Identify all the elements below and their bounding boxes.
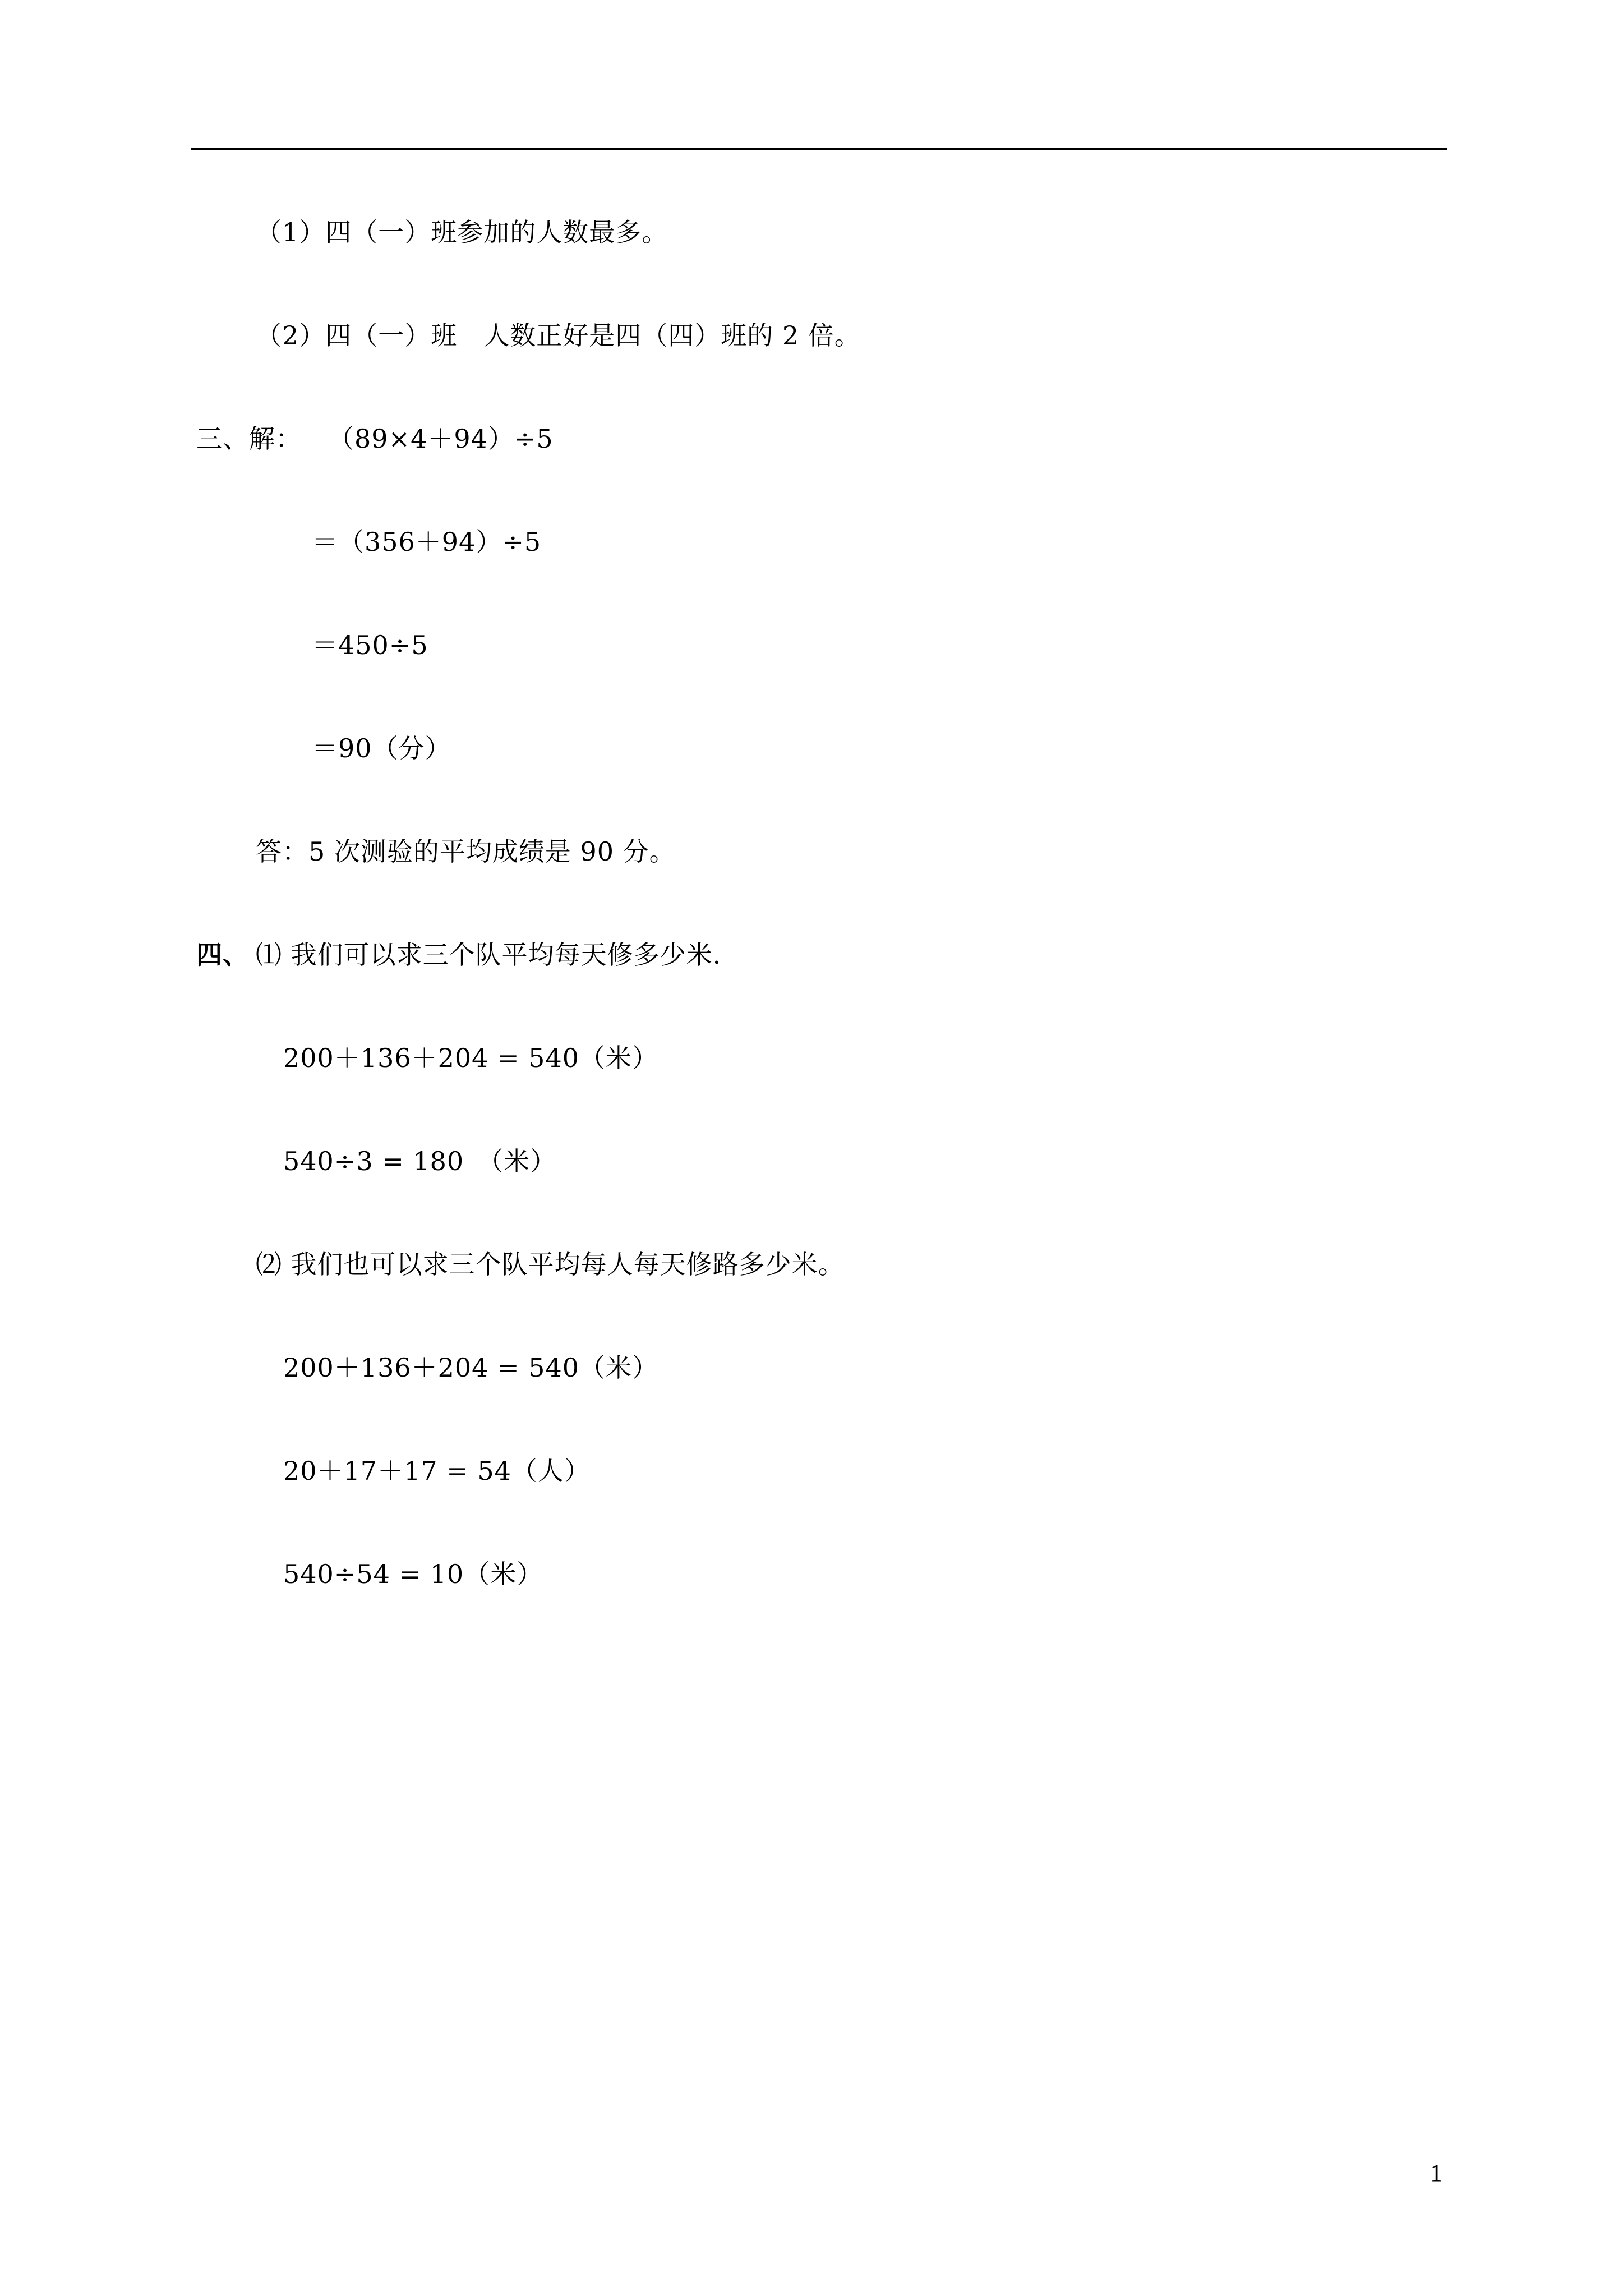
section-4-part-2-calc-2: 20＋17＋17 = 54（人） — [283, 1456, 591, 1486]
section-3-answer: 答：5 次测验的平均成绩是 90 分。 — [256, 836, 676, 867]
section-3-label: 三、解： — [196, 424, 302, 454]
answer-2-item-1: （1）四（一）班参加的人数最多。 — [256, 217, 668, 247]
section-3-step-3: ＝90（分） — [312, 733, 451, 763]
section-4-part-1-title: ⑴ 我们可以求三个队平均每天修多少米. — [256, 940, 722, 970]
header-rule — [191, 148, 1447, 150]
section-4-part-1-calc-2: 540÷3 = 180 （米） — [283, 1146, 557, 1176]
section-3-expression: （89×4＋94）÷5 — [328, 424, 554, 454]
section-3-step-2: ＝450÷5 — [312, 630, 428, 660]
section-4-label: 四、 — [196, 940, 249, 970]
section-4-part-2-calc-1: 200＋136＋204 = 540（米） — [283, 1352, 658, 1383]
section-4-part-1-calc-1: 200＋136＋204 = 540（米） — [283, 1043, 658, 1073]
section-4-part-2-title: ⑵ 我们也可以求三个队平均每人每天修路多少米。 — [256, 1249, 845, 1280]
answer-2-item-2: （2）四（一）班 人数正好是四（四）班的 2 倍。 — [256, 320, 861, 351]
section-3-step-1: ＝（356＋94）÷5 — [312, 527, 542, 557]
page-number: 1 — [1430, 2159, 1442, 2187]
section-4-part-2-calc-3: 540÷54 = 10（米） — [283, 1559, 543, 1589]
